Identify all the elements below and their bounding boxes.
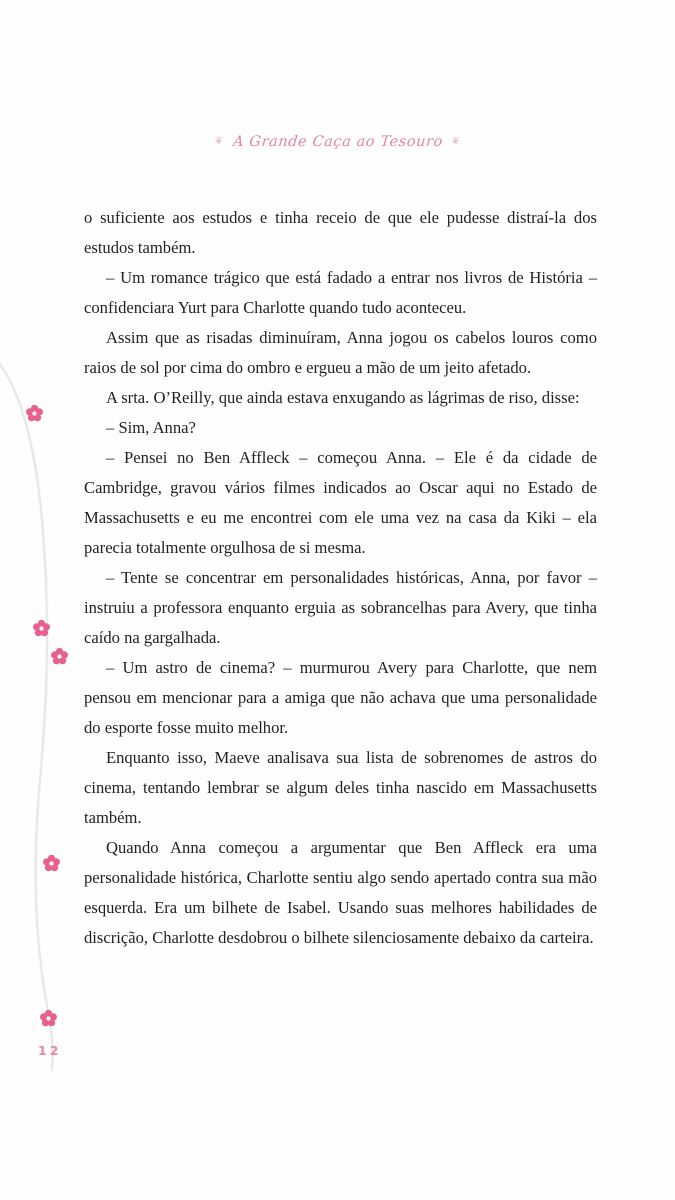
- flower-icon: [51, 648, 68, 665]
- ornament-right-icon: ❦: [451, 136, 461, 148]
- paragraph: A srta. O’Reilly, que ainda estava enxugando as lágrimas de riso, disse:: [106, 388, 580, 407]
- flower-icon: [43, 855, 60, 872]
- flower-icon: [40, 1010, 57, 1027]
- paragraph: Enquanto isso, Maeve analisava sua lista de sobrenomes de astros do cinema, tentando lembrar se algum deles tinha nascido em Massachusetts também.: [84, 748, 597, 827]
- paragraph: Assim que as risadas diminuíram, Anna jogou os cabelos louros como raios de sol por cima do ombro e ergueu a mão de um jeito afetado.: [84, 328, 597, 377]
- paragraph: – Sim, Anna?: [106, 418, 196, 437]
- body-text: [84, 203, 597, 953]
- running-head: [0, 134, 675, 150]
- paragraph: Quando Anna começou a argumentar que Ben Affleck era uma personalidade histórica, Charlotte sentiu algo sendo apertado contra sua mão esquerda. Era um bilhete de Isabel. Usando suas melhores habilidades de discrição, Charlotte desdobrou o bilhete silenciosamente debaixo da carteira.: [84, 838, 597, 947]
- paragraph: – Um astro de cinema? – murmurou Avery para Charlotte, que nem pensou em mencionar para a amiga que não achava que uma personalidade do esporte fosse muito melhor.: [84, 658, 597, 737]
- flower-icon: [26, 405, 43, 422]
- running-head-title: A Grande Caça ao Tesouro: [231, 134, 444, 151]
- ornament-left-icon: ❦: [214, 136, 224, 148]
- paragraph: – Tente se concentrar em personalidades históricas, Anna, por favor – instruiu a professora enquanto erguia as sobrancelhas para Avery, que tinha caído na gargalhada.: [84, 568, 597, 647]
- paragraph: – Um romance trágico que está fadado a entrar nos livros de História – confidenciara Yurt para Charlotte quando tudo aconteceu.: [84, 268, 597, 317]
- paragraph: – Pensei no Ben Affleck – começou Anna. – Ele é da cidade de Cambridge, gravou vários filmes indicados ao Oscar aqui no Estado de Massachusetts e eu me encontrei com ele uma vez na casa da Kiki – ela parecia totalmente orgulhosa de si mesma.: [84, 448, 597, 557]
- paragraph: o suficiente aos estudos e tinha receio de que ele pudesse distraí-la dos estudos também.: [84, 208, 597, 257]
- flower-icon: [33, 620, 50, 637]
- page-number: 12: [38, 1043, 62, 1058]
